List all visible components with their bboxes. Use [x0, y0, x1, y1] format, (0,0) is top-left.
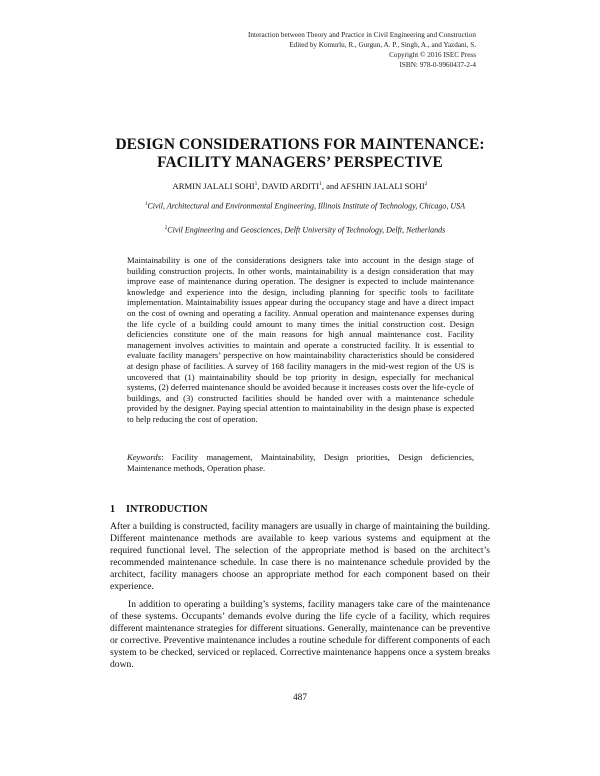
author-list [0, 181, 600, 191]
paper-title [0, 136, 600, 172]
affiliation-marker: 1 [319, 181, 322, 188]
affiliation-marker: 2 [424, 181, 428, 188]
header-line: Interaction between Theory and Practice in Civil Engineering and Construction [247, 31, 476, 39]
author-separator: , and [321, 181, 341, 191]
author-name: ARMIN JALALI SOHI [172, 181, 255, 191]
author-name: AFSHIN JALALI SOHI [340, 181, 425, 191]
keywords-label: Keywords [127, 452, 162, 462]
affiliation-text: Civil, Architectural and Environmental Engineering, Illinois Institute of Technology, Chicago, USA [147, 201, 466, 211]
section-number: 1 [110, 504, 116, 515]
body-paragraph: In addition to operating a building’s systems, facility managers take care of the maintenance of these systems. Occupants’ demands evolve during the life cycle of a facility, which requires different maintenance strategies for different situations. Generally, maintenance can be preventive or corrective. Preventive maintenance includes a routine schedule for different components of each system to be checked, serviced or replaced. Corrective maintenance happens once a system breaks down. [110, 599, 490, 671]
header-line: ISBN: 978-0-9960437-2-4 [399, 61, 476, 69]
author-separator: , [257, 181, 262, 191]
page-number: 487 [292, 693, 308, 703]
affiliation [120, 223, 490, 236]
abstract: Maintainability is one of the considerations designers take into account in the design stage of building construction projects. In other words, maintainability is a design consideration that may improve ease of maintenance during operation. The designer is expected to include maintenance knowledge and experience into the design, including planning for specific tools to facilitate implementation. Maintainability issues appear during the occupancy stage and have a direct impact on the cost of owning and operating a facility. Annual operation and maintenance expenses during the life cycle of a building could amount to many times the initial construction cost. Design deficiencies constitute one of the main reasons for high annual maintenance cost. Facility management involves activities to maintain and operate a constructed facility. It is essential to evaluate facility managers’ perspective on how maintainability characteristics should be considered at design phase of facilities. A survey of 168 facility managers in the mid-west region of the US is uncovered that (1) maintainability should be top priority in design, especially for mechanical systems, (2) deferred maintenance should be avoided because it increases costs over the life-cycle of buildings, and (3) constructed facilities should be handed over with a maintenance schedule provided by the designer. Paying special attention to maintainability in the design phase is expected to help reducing the cost of operation. [127, 255, 474, 424]
keywords-text: : Facility management, Maintainability, Design priorities, Design deficiencies, Maintenance methods, Operation phase. [127, 452, 474, 473]
conference-header [248, 30, 476, 70]
title-line: DESIGN CONSIDERATIONS FOR MAINTENANCE: [115, 136, 485, 153]
header-line: Copyright © 2016 ISEC Press [389, 51, 476, 59]
keywords [127, 452, 474, 473]
author-name: DAVID ARDITI [261, 181, 320, 191]
section-title: INTRODUCTION [126, 504, 208, 515]
body-paragraph: After a building is constructed, facility managers are usually in charge of maintaining the building. Different maintenance methods are available to keep various systems and equipment at the required functional level. The selection of the appropriate method is based on the architect’s recommended maintenance schedule. In case there is no maintenance schedule provided by the architect, facility managers choose an appropriate method for each component based on their experience. [110, 521, 490, 593]
affiliation-marker: 1 [144, 202, 148, 207]
affiliation-marker: 1 [254, 181, 258, 188]
title-line: FACILITY MANAGERS’ PERSPECTIVE [157, 154, 443, 171]
affiliation [120, 199, 490, 212]
affiliation-marker: 2 [164, 226, 168, 231]
affiliation-text: Civil Engineering and Geosciences, Delft University of Technology, Delft, Netherlands [167, 225, 446, 235]
header-line: Edited by Komurlu, R., Gurgun, A. P., Singh, A., and Yazdani, S. [289, 41, 476, 49]
section-heading [110, 504, 208, 515]
